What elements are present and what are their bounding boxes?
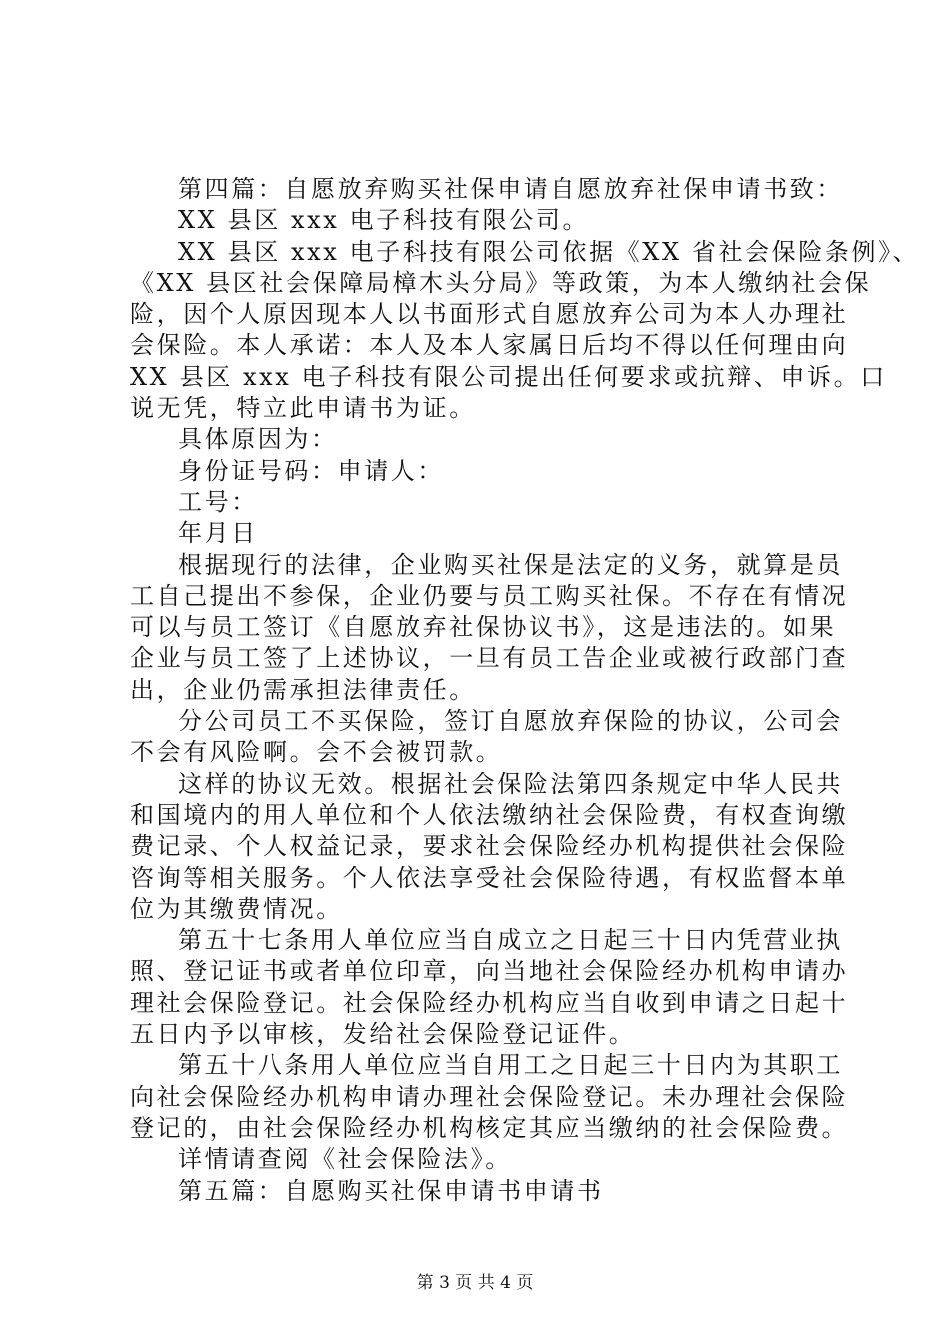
page-footer: 第 3 页 共 4 页	[416, 1273, 534, 1293]
text-line: 企业与员工签了上述协议，一旦有员工告企业或被行政部门查	[130, 644, 849, 673]
text-line: 出，企业仍需承担法律责任。	[130, 675, 476, 704]
text-line: 费记录、个人权益记录，要求社会保险经办机构提供社会保险	[130, 832, 849, 861]
text-line: 分公司员工不买保险，签订自愿放弃保险的协议，公司会	[178, 707, 843, 736]
text-line: 《XX 县区社会保障局樟木头分局》等政策，为本人缴纳社会保	[130, 268, 872, 297]
text-line: 第四篇：自愿放弃购买社保申请自愿放弃社保申请书致：	[178, 175, 843, 203]
text-line: 向社会保险经办机构申请办理社会保险登记。未办理社会保险	[130, 1082, 849, 1111]
text-line: 位为其缴费情况。	[130, 894, 343, 923]
text-line: 根据现行的法律，企业购买社保是法定的义务，就算是员	[178, 550, 843, 579]
text-line: 年月日	[178, 519, 258, 548]
text-line: XX 县区 xxx 电子科技有限公司依据《XX 省社会保险条例》、	[178, 237, 920, 266]
text-line: 和国境内的用人单位和个人依法缴纳社会保险费，有权查询缴	[130, 800, 849, 829]
text-line: 理社会保险登记。社会保险经办机构应当自收到申请之日起十	[130, 988, 849, 1017]
text-line: 工号：	[178, 487, 258, 516]
text-line: XX 县区 xxx 电子科技有限公司提出任何要求或抗辩、申诉。口	[130, 362, 887, 391]
text-line: 工自己提出不参保，企业仍要与员工购买社保。不存在有情况	[130, 581, 849, 610]
text-line: 第五十七条用人单位应当自成立之日起三十日内凭营业执	[178, 926, 843, 955]
text-line: XX 县区 xxx 电子科技有限公司。	[178, 206, 590, 235]
text-line: 身份证号码：申请人：	[178, 456, 444, 485]
text-line: 可以与员工签订《自愿放弃社保协议书》，这是违法的。如果	[130, 613, 837, 642]
text-line: 第五十八条用人单位应当自用工之日起三十日内为其职工	[178, 1051, 843, 1080]
text-line: 具体原因为：	[178, 425, 338, 454]
text-line: 咨询等相关服务。个人依法享受社会保险待遇，有权监督本单	[130, 863, 849, 892]
text-line: 第五篇：自愿购买社保申请书申请书	[178, 1176, 604, 1205]
text-line: 五日内予以审核，发给社会保险登记证件。	[130, 1020, 636, 1049]
text-line: 登记的，由社会保险经办机构核定其应当缴纳的社会保险费。	[130, 1113, 849, 1142]
text-line: 照、登记证书或者单位印章，向当地社会保险经办机构申请办	[130, 957, 849, 986]
text-line: 详情请查阅《社会保险法》。	[178, 1145, 512, 1174]
text-line: 会保险。本人承诺：本人及本人家属日后均不得以任何理由向	[130, 331, 849, 360]
text-line: 险，因个人原因现本人以书面形式自愿放弃公司为本人办理社	[130, 300, 849, 329]
document-body	[130, 174, 920, 1207]
text-line: 不会有风险啊。会不会被罚款。	[130, 738, 503, 767]
text-line: 这样的协议无效。根据社会保险法第四条规定中华人民共	[178, 769, 843, 798]
text-line: 说无凭，特立此申请书为证。	[130, 394, 476, 423]
